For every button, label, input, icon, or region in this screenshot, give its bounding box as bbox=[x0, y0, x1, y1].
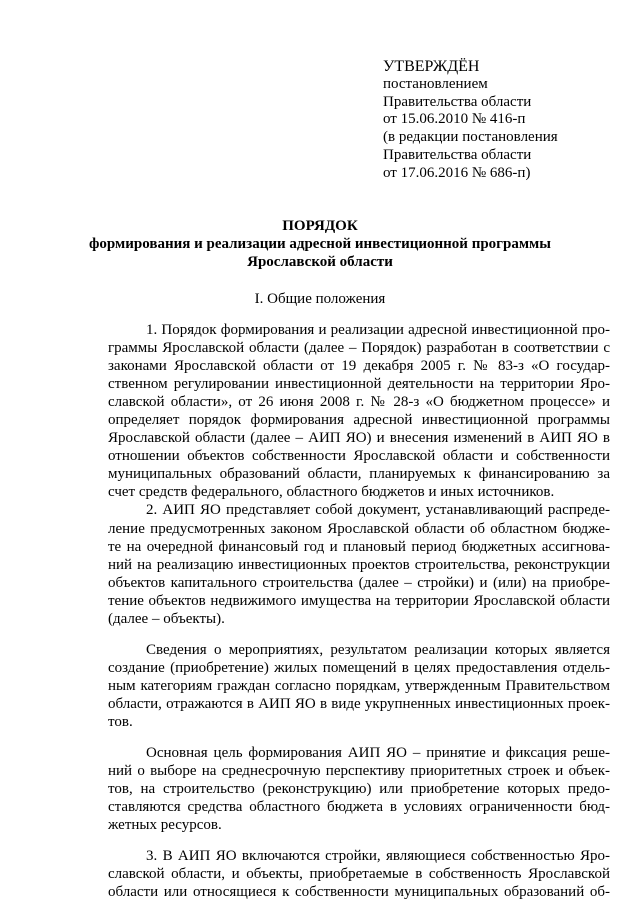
approval-heading: УТВЕРЖДЁН bbox=[383, 58, 480, 75]
paragraph-line: (далее – объекты). bbox=[108, 610, 225, 627]
approval-line: (в редакции постановления bbox=[383, 129, 558, 146]
paragraph-line: граммы Ярославской области (далее – Порядок) разработан в соответствии с bbox=[108, 340, 610, 357]
paragraph-line: ний о выборе на среднесрочную перспективу приоритетных строек и объек- bbox=[108, 763, 610, 780]
paragraph bbox=[108, 744, 610, 834]
paragraph-line: славской области, и объекты, приобретаемые в собственность Ярославской bbox=[108, 866, 610, 883]
paragraph-spacer bbox=[108, 731, 610, 744]
paragraph-spacer bbox=[108, 834, 610, 847]
paragraph-line: 2. АИП ЯО представляет собой документ, устанавливающий распреде- bbox=[146, 502, 610, 519]
paragraph-line: жетных ресурсов. bbox=[108, 817, 222, 834]
paragraph-line: законами Ярославской области от 19 декабря 2005 г. № 83-з «О государ- bbox=[108, 358, 610, 375]
paragraph-line: области, отражаются в АИП ЯО в виде укрупненных инвестиционных проек- bbox=[108, 695, 610, 712]
approval-line: от 17.06.2016 № 686-п) bbox=[383, 164, 531, 181]
title-line: ПОРЯДОК bbox=[282, 218, 358, 234]
approval-line: от 15.06.2010 № 416-п bbox=[383, 111, 526, 128]
section-heading: I. Общие положения bbox=[254, 291, 386, 307]
paragraph-line: Сведения о мероприятиях, результатом реализации которых является bbox=[146, 641, 610, 658]
approval-stamp bbox=[383, 58, 558, 183]
approval-line: Правительства области bbox=[383, 93, 532, 110]
paragraph-line: те на очередной финансовый год и плановый период бюджетных ассигнова- bbox=[108, 538, 610, 555]
document-title bbox=[0, 217, 640, 271]
paragraph-line: области или относящиеся к собственности муниципальных образований об- bbox=[108, 884, 610, 901]
paragraph-line: Основная цель формирования АИП ЯО – принятие и фиксация реше- bbox=[146, 745, 610, 762]
paragraph-line: ний на реализацию инвестиционных проектов строительства, реконструкции bbox=[108, 556, 610, 573]
paragraph-line: славской области», от 26 июня 2008 г. № 28-з «О бюджетном процессе» и bbox=[108, 394, 610, 411]
paragraph-line: ление предусмотренных законом Ярославской области об областном бюдже- bbox=[108, 520, 610, 537]
paragraph-line: 3. В АИП ЯО включаются стройки, являющиеся собственностью Яро- bbox=[146, 848, 610, 865]
paragraph-line: счет средств федерального, областного бюджетов и иных источников. bbox=[108, 484, 555, 501]
paragraph-line: Ярославской области (далее – АИП ЯО) и внесения изменений в АИП ЯО в bbox=[108, 430, 610, 447]
approval-line: постановлением bbox=[383, 75, 488, 92]
paragraph-line: создание (приобретение) жилых помещений в целях предоставления отдель- bbox=[108, 659, 610, 676]
paragraph bbox=[108, 501, 610, 627]
paragraph-line: ставляются средства областного бюджета в условиях ограниченности бюд- bbox=[108, 799, 610, 816]
approval-line: Правительства области bbox=[383, 146, 532, 163]
title-line: Ярославской области bbox=[247, 254, 393, 270]
paragraph-line: определяет порядок формирования адресной инвестиционной программы bbox=[108, 412, 610, 429]
paragraph bbox=[108, 847, 610, 901]
paragraph-line: ным категориям граждан согласно порядкам, утвержденным Правительством bbox=[108, 677, 610, 694]
paragraph-line: объектов капитального строительства (далее – стройки) и (или) на приобре- bbox=[108, 574, 610, 591]
paragraph bbox=[108, 641, 610, 731]
document-body bbox=[108, 321, 610, 901]
title-line: формирования и реализации адресной инвестиционной программы bbox=[89, 236, 551, 252]
paragraph-line: тение объектов недвижимого имущества на территории Ярославской области bbox=[108, 592, 610, 609]
paragraph-spacer bbox=[108, 628, 610, 641]
paragraph-line: ственном регулировании инвестиционной деятельности на территории Яро- bbox=[108, 376, 610, 393]
paragraph-line: 1. Порядок формирования и реализации адресной инвестиционной про- bbox=[146, 322, 610, 338]
paragraph-line: тов. bbox=[108, 713, 133, 730]
paragraph bbox=[108, 321, 610, 501]
paragraph-line: муниципальных образований области, планируемых к финансированию за bbox=[108, 466, 610, 483]
paragraph-line: тов, на строительство (реконструкцию) или приобретение которых предо- bbox=[108, 781, 610, 798]
paragraph-line: отношении объектов собственности Ярославской области и собственности bbox=[108, 448, 610, 465]
